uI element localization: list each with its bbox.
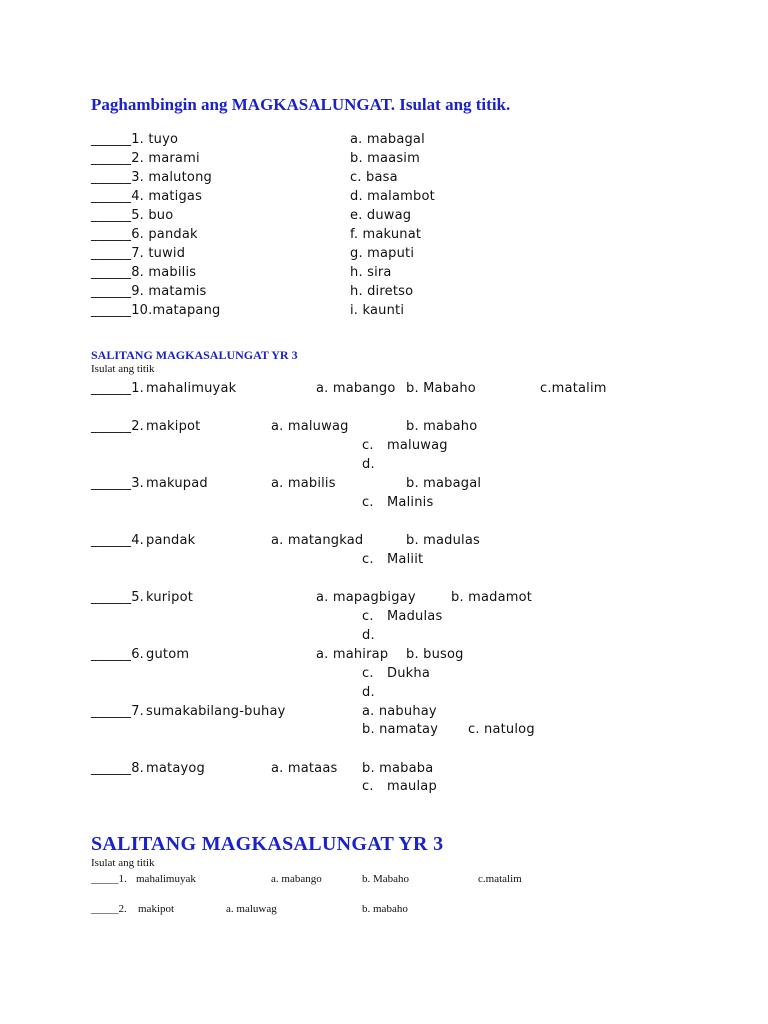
choice-b: b. mabagal [406, 476, 482, 491]
list-item: ______2. marami [91, 151, 200, 166]
choice-a: a. maluwag [271, 419, 349, 434]
question-number: ______1. [91, 381, 145, 396]
choice-d-letter: d. [362, 685, 375, 700]
choice-a: a. mapagbigay [316, 590, 416, 605]
choice-c: Madulas [387, 609, 443, 624]
answer-item: h. sira [350, 265, 392, 280]
choice-c-letter: c. [362, 779, 374, 794]
answer-item: h. diretso [350, 284, 414, 299]
choice-c: Maliit [387, 552, 424, 567]
answer-item: f. makunat [350, 227, 422, 242]
choice-a: a. nabuhay [362, 704, 437, 719]
question-number: ______8. [91, 761, 145, 776]
choice-b: b. madamot [451, 590, 533, 605]
choice-b: b. mabaho [362, 903, 408, 915]
choice-c-letter: c. [362, 666, 374, 681]
question-word: pandak [146, 533, 196, 548]
question-number: _____1. [91, 873, 127, 885]
answer-item: a. mabagal [350, 132, 425, 147]
section3-instruction: Isulat ang titik [91, 857, 155, 869]
choice-a: a. mabango [271, 873, 322, 885]
question-number: ______4. [91, 533, 145, 548]
list-item: ______7. tuwid [91, 246, 186, 261]
choice-a: a. mabilis [271, 476, 336, 491]
choice-c: c.matalim [540, 381, 607, 396]
choice-c: maluwag [387, 438, 448, 453]
list-item: ______8. mabilis [91, 265, 197, 280]
question-word: mahalimuyak [136, 873, 196, 885]
answer-item: c. basa [350, 170, 398, 185]
answer-item: g. maputi [350, 246, 415, 261]
answer-item: d. malambot [350, 189, 435, 204]
choice-c: c. natulog [468, 722, 535, 737]
choice-c-letter: c. [362, 609, 374, 624]
choice-d-letter: d. [362, 628, 375, 643]
choice-a: a. matangkad [271, 533, 364, 548]
choice-c: maulap [387, 779, 437, 794]
question-word: makipot [138, 903, 175, 915]
choice-c-letter: c. [362, 438, 374, 453]
choice-d-letter: d. [362, 457, 375, 472]
choice-c-letter: c. [362, 552, 374, 567]
question-number: ______7. [91, 704, 145, 719]
choice-c: Dukha [387, 666, 430, 681]
choice-a: a. maluwag [226, 903, 277, 915]
list-item: ______5. buo [91, 208, 174, 223]
list-item: ______1. tuyo [91, 132, 179, 147]
choice-b: b. mababa [362, 761, 434, 776]
section1-title: Paghambingin ang MAGKASALUNGAT. Isulat ang titik. [91, 95, 511, 114]
question-number: ______2. [91, 419, 145, 434]
section2-instruction: Isulat ang titik [91, 363, 155, 375]
question-word: gutom [146, 647, 190, 662]
list-item: ______6. pandak [91, 227, 198, 242]
choice-a: a. mataas [271, 761, 338, 776]
section2-title: SALITANG MAGKASALUNGAT YR 3 [91, 348, 298, 362]
question-word: sumakabilang-buhay [146, 704, 286, 719]
question-word: mahalimuyak [146, 381, 237, 396]
choice-c: Malinis [387, 495, 434, 510]
choice-b: b. Mabaho [362, 873, 410, 885]
question-number: ______3. [91, 476, 145, 491]
question-word: makupad [146, 476, 208, 491]
answer-item: b. maasim [350, 151, 420, 166]
question-number: ______6. [91, 647, 145, 662]
list-item: ______4. matigas [91, 189, 203, 204]
list-item: ______10.matapang [91, 303, 221, 318]
choice-b: b. namatay [362, 722, 439, 737]
choice-b: b. madulas [406, 533, 480, 548]
question-number: ______5. [91, 590, 145, 605]
choice-b: b. busog [406, 647, 464, 662]
choice-a: a. mahirap [316, 647, 389, 662]
choice-b: b. Mabaho [406, 381, 476, 396]
choice-c-letter: c. [362, 495, 374, 510]
question-number: _____2. [91, 903, 127, 915]
list-item: ______3. malutong [91, 170, 212, 185]
question-word: kuripot [146, 590, 194, 605]
answer-item: i. kaunti [350, 303, 405, 318]
choice-b: b. mabaho [406, 419, 478, 434]
choice-a: a. mabango [316, 381, 396, 396]
section3-title: SALITANG MAGKASALUNGAT YR 3 [91, 833, 444, 855]
question-word: makipot [146, 419, 201, 434]
list-item: ______9. matamis [91, 284, 207, 299]
question-word: matayog [146, 761, 205, 776]
choice-c: c.matalim [478, 873, 522, 885]
answer-item: e. duwag [350, 208, 412, 223]
